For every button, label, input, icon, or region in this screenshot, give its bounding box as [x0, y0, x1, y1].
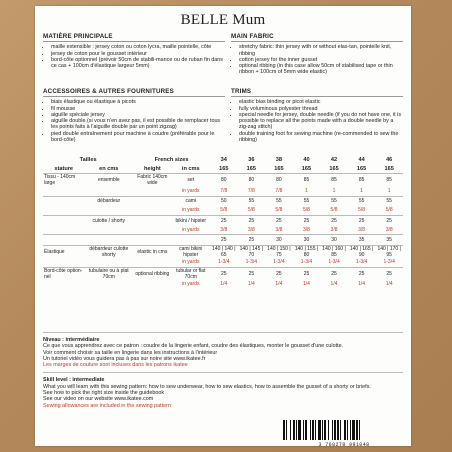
table-cell: 55: [293, 196, 321, 206]
table-cell: en cms: [99, 165, 119, 172]
table-cell: 35: [375, 235, 403, 245]
table-cell: 80: [238, 174, 266, 187]
table-cell: [84, 186, 133, 196]
table-cell: 1-3/4: [355, 259, 368, 266]
table-cell: cami bikini hipster: [172, 245, 210, 258]
table-cell: 55: [348, 196, 376, 206]
table-cell: [133, 280, 171, 289]
table-cell: 46: [386, 156, 393, 163]
table-cell: 35: [348, 235, 376, 245]
table-cell: Tissu - 140cm large: [43, 174, 84, 187]
table-cell: 7/8: [247, 187, 255, 194]
table-cell: 5/8: [275, 207, 283, 214]
table-cell: 5/8: [330, 207, 338, 214]
allowance-note-en: Sewing allowances are included in the sewing pattern: [43, 402, 171, 409]
accessories-fr: [43, 89, 225, 143]
list-item: • biais élastique ou élastique à picots: [51, 99, 225, 105]
table-cell: 50: [210, 196, 238, 206]
table-cell: 1-3/4: [300, 259, 313, 266]
table-cell: in yards: [182, 259, 200, 266]
section-heading: TRIMS: [231, 89, 403, 97]
table-cell: 85: [320, 174, 348, 187]
table-cell: in yards: [182, 226, 200, 233]
table-cell: [133, 235, 171, 245]
table-cell: [84, 258, 133, 268]
table-cell: 3/8: [302, 226, 310, 233]
list-item: • jersey de coton pour le gousset intérieur: [51, 51, 225, 57]
table-cell: 38: [275, 156, 283, 163]
table-cell: 25: [238, 267, 266, 280]
table-cell: 85: [293, 174, 321, 187]
table-cell: 140 | 140 | 65: [210, 245, 238, 258]
table-cell: 5/8: [247, 207, 255, 214]
table-row: [43, 245, 403, 258]
table-cell: 1: [332, 187, 336, 194]
table-cell: 165: [384, 165, 394, 172]
accessories-list: [43, 99, 225, 143]
table-cell: [133, 258, 171, 268]
table-cell: 165: [219, 165, 229, 172]
list-item: • fil mousse: [51, 106, 225, 112]
table-cell: 25: [238, 235, 266, 245]
skill-info: [43, 328, 403, 409]
table-cell: tubulaire ou à plat 70cm: [84, 267, 133, 280]
table-cell: 1/4: [302, 281, 310, 288]
table-row: [43, 258, 403, 268]
table-cell: [133, 215, 171, 225]
table-cell: [43, 196, 84, 206]
table-cell: 165: [356, 165, 367, 172]
table-cell: 80: [265, 174, 293, 187]
table-cell: 36: [248, 156, 255, 163]
table-cell: ensemble: [84, 174, 133, 187]
table-cell: [43, 225, 84, 235]
table-cell: 5/8: [385, 207, 393, 214]
table-cell: 140 | 160 | 85: [320, 245, 348, 258]
table-cell: 85: [348, 174, 376, 187]
table-cell: Bord-côte option-nel: [43, 267, 84, 280]
fabric-list: [43, 44, 225, 69]
list-item: • cotton jersey for the inner gusset: [239, 57, 403, 63]
table-cell: [133, 225, 171, 235]
main-fabric-fr: [43, 34, 225, 69]
trims-list: [231, 99, 403, 143]
table-cell: in yards: [182, 207, 200, 214]
section-heading: MAIN FABRIC: [231, 34, 403, 42]
table-cell: French sizes: [154, 156, 189, 163]
level-en: Skill level : intermediate: [43, 377, 105, 384]
section-heading: ACCESSOIRES & AUTRES FOURNITURES: [43, 89, 225, 97]
table-cell: 25: [320, 215, 348, 225]
table-row: [43, 215, 403, 225]
table-cell: 3/8: [220, 226, 228, 233]
table-cell: tubular or flat 70cm: [172, 267, 210, 280]
list-item: • elastic bias binding or picot elastic: [239, 99, 403, 105]
level-fr: Niveau : intermédiaire: [43, 337, 100, 343]
info-line: Un tutoriel vidéo vous guidera pas à pas sur notre site www.ikatee.fr: [43, 355, 206, 362]
table-cell: [84, 280, 133, 289]
list-item: • special needle for jersey, double needle (if you do not have one, it is possible to replace all the points made with a double needle by a zig-zag stitch): [239, 112, 403, 131]
table-cell: 25: [210, 267, 238, 280]
table-cell: 30: [265, 235, 293, 245]
table-cell: 25: [293, 267, 321, 280]
table-cell: in yards: [182, 281, 200, 288]
list-item: • maille extensible : jersey coton ou coton lycra, maille pointelle, côte: [51, 44, 225, 50]
table-cell: [43, 186, 84, 196]
info-line: See our video on our website www.ikatee.com: [43, 396, 154, 403]
table-cell: Élastique: [43, 245, 84, 258]
section-heading: MATIÈRE PRINCIPALE: [43, 34, 225, 42]
table-cell: 55: [320, 196, 348, 206]
table-cell: 34: [220, 156, 227, 163]
info-line: Ce que vous apprendrez avec ce patron : coudre de la lingerie enfant, coudre des élastiques, monter le gousset d'une culotte.: [43, 343, 344, 350]
table-cell: 25: [348, 215, 376, 225]
header-row: [43, 164, 403, 174]
table-cell: 140 | 170 | 95: [375, 245, 403, 258]
trims-en: [231, 89, 403, 143]
table-cell: 3/8: [385, 226, 393, 233]
table-cell: culotte / shorty: [84, 215, 133, 225]
table-cell: 165: [301, 165, 312, 172]
table-cell: 140 | 150 | 75: [265, 245, 293, 258]
table-cell: 5/8: [302, 207, 310, 214]
table-cell: 7/8: [220, 187, 228, 194]
table-cell: [133, 206, 171, 216]
table-cell: [133, 196, 171, 206]
table-cell: 1-3/4: [328, 259, 340, 266]
table-cell: débardeur: [84, 196, 133, 206]
list-item: • aiguille spéciale jersey: [51, 112, 225, 118]
fabric-list: [231, 44, 403, 75]
table-cell: bikini / hipster: [172, 215, 210, 225]
table-row: [43, 206, 403, 216]
table-cell: 25: [320, 267, 348, 280]
table-row: [43, 280, 403, 289]
table-cell: 30: [293, 235, 321, 245]
table-cell: 1/4: [385, 281, 393, 288]
table-cell: Tailles: [79, 156, 97, 163]
learn-fr: [43, 343, 403, 362]
table-row: [43, 186, 403, 196]
table-cell: [84, 235, 133, 245]
table-cell: elastic in cms: [133, 245, 171, 258]
table-cell: 5/8: [358, 207, 366, 214]
table-cell: [43, 280, 84, 289]
table-cell: in cms: [181, 165, 200, 172]
table-row: [43, 174, 403, 187]
table-cell: 25: [375, 267, 403, 280]
table-cell: [43, 235, 84, 245]
table-cell: 25: [348, 267, 376, 280]
table-cell: 40: [303, 156, 310, 163]
allowance-note-fr: Les marges de couture sont incluses dans les patrons ikatee: [43, 362, 188, 369]
info-line: What you will learn with this sewing pattern: how to sew underwear, how to sew elastics, how to assemble the gusset of a shorty or briefs.: [43, 383, 371, 390]
table-cell: 1/4: [358, 281, 366, 288]
table-cell: 25: [375, 215, 403, 225]
table-cell: 25: [265, 215, 293, 225]
table-cell: [43, 258, 84, 268]
table-row: [43, 267, 403, 280]
table-cell: 1: [305, 187, 308, 194]
table-cell: [84, 206, 133, 216]
table-cell: 44: [358, 156, 365, 163]
table-cell: 1: [387, 187, 391, 194]
table-cell: 25: [238, 215, 266, 225]
table-cell: débardeur culotte shorty: [84, 245, 133, 258]
learn-en: [43, 384, 403, 403]
table-cell: 3/8: [330, 226, 338, 233]
table-cell: 25: [265, 267, 293, 280]
table-cell: 3/8: [275, 226, 283, 233]
table-cell: 55: [375, 196, 403, 206]
info-line: Voir comment choisir sa taille en lingerie dans les instructions à l'intérieur: [43, 349, 218, 356]
table-cell: 3/8: [247, 226, 255, 233]
table-cell: 7/8: [275, 187, 283, 194]
size-yardage-table: [43, 155, 403, 289]
list-item: • pied double entraînement pour machine à coudre (préférable pour le bord-côte): [51, 131, 225, 144]
table-cell: 165: [246, 165, 257, 172]
pattern-envelope-card: [35, 6, 411, 446]
table-cell: 55: [265, 196, 293, 206]
list-item: • double training foot for sewing machine (re-commended to sew the ribbing): [239, 131, 403, 144]
table-row: [43, 235, 403, 245]
table-cell: cami: [172, 196, 210, 206]
table-cell: 42: [330, 156, 338, 163]
table-cell: 5/8: [220, 207, 228, 214]
table-cell: 25: [210, 235, 238, 245]
table-cell: in yards: [182, 187, 200, 194]
barcode-number: 3 760278 991048: [318, 442, 370, 448]
table-cell: 1/4: [220, 281, 228, 288]
list-item: • aiguille double (si vous n'en avez pas, il est possible de remplacer tous les points faits à l'aiguille double par un point zigzag): [51, 118, 225, 131]
table-cell: set: [172, 174, 210, 187]
table-cell: 1: [360, 187, 363, 194]
table-cell: 165: [274, 165, 284, 172]
table-cell: 1-3/4: [383, 259, 395, 266]
table-cell: optional ribbing: [133, 267, 171, 280]
list-item: • optional ribbing (in this case allow 50cm of stabilised tape or thin ribbon + 100cm of 5mm wide elastic): [239, 63, 403, 76]
list-item: • fully voluminous polyester thread: [239, 106, 403, 112]
table-cell: 1/4: [275, 281, 283, 288]
table-cell: 1-3/4: [273, 259, 285, 266]
table-cell: 80: [210, 174, 238, 187]
table-cell: stature: [54, 165, 74, 172]
table-cell: 1-3/4: [218, 259, 230, 266]
table-cell: [84, 225, 133, 235]
table-row: [43, 196, 403, 206]
table-cell: 1/4: [247, 281, 255, 288]
table-cell: 25: [210, 215, 238, 225]
info-line: See how to pick the right size inside the guidebook: [43, 390, 165, 397]
table-cell: 30: [320, 235, 348, 245]
table-cell: 1/4: [330, 281, 338, 288]
list-item: • stretchy fabric: thin jersey with or without elas-tan, pointelle knit, ribbing: [239, 44, 403, 57]
barcode: [283, 420, 405, 442]
table-cell: 140 | 165 | 90: [348, 245, 376, 258]
table-row: [43, 225, 403, 235]
table-cell: [43, 215, 84, 225]
header-row: [43, 155, 403, 164]
table-cell: 140 | 155 | 80: [293, 245, 321, 258]
table-cell: Fabric 140cm wide: [133, 174, 171, 187]
main-fabric-en: [231, 34, 403, 76]
table-cell: height: [143, 165, 161, 172]
table-cell: 85: [375, 174, 403, 187]
table-cell: 140 | 145 | 70: [238, 245, 266, 258]
table-cell: 1-3/4: [245, 259, 258, 266]
table-cell: 25: [293, 215, 321, 225]
table-cell: [133, 186, 171, 196]
table-cell: 3/8: [358, 226, 366, 233]
list-item: • bord-côte optionnel (prévoir 50cm de stabili-mance ou de ruban fin dans ce cas + 100cm d'élastique largeur 5mm): [51, 57, 225, 70]
pattern-title: BELLE Mum: [180, 12, 266, 28]
table-cell: [172, 235, 210, 245]
table-cell: 55: [238, 196, 266, 206]
table-cell: 165: [329, 165, 339, 172]
barcode-bar: [360, 420, 362, 440]
table-cell: [43, 206, 84, 216]
